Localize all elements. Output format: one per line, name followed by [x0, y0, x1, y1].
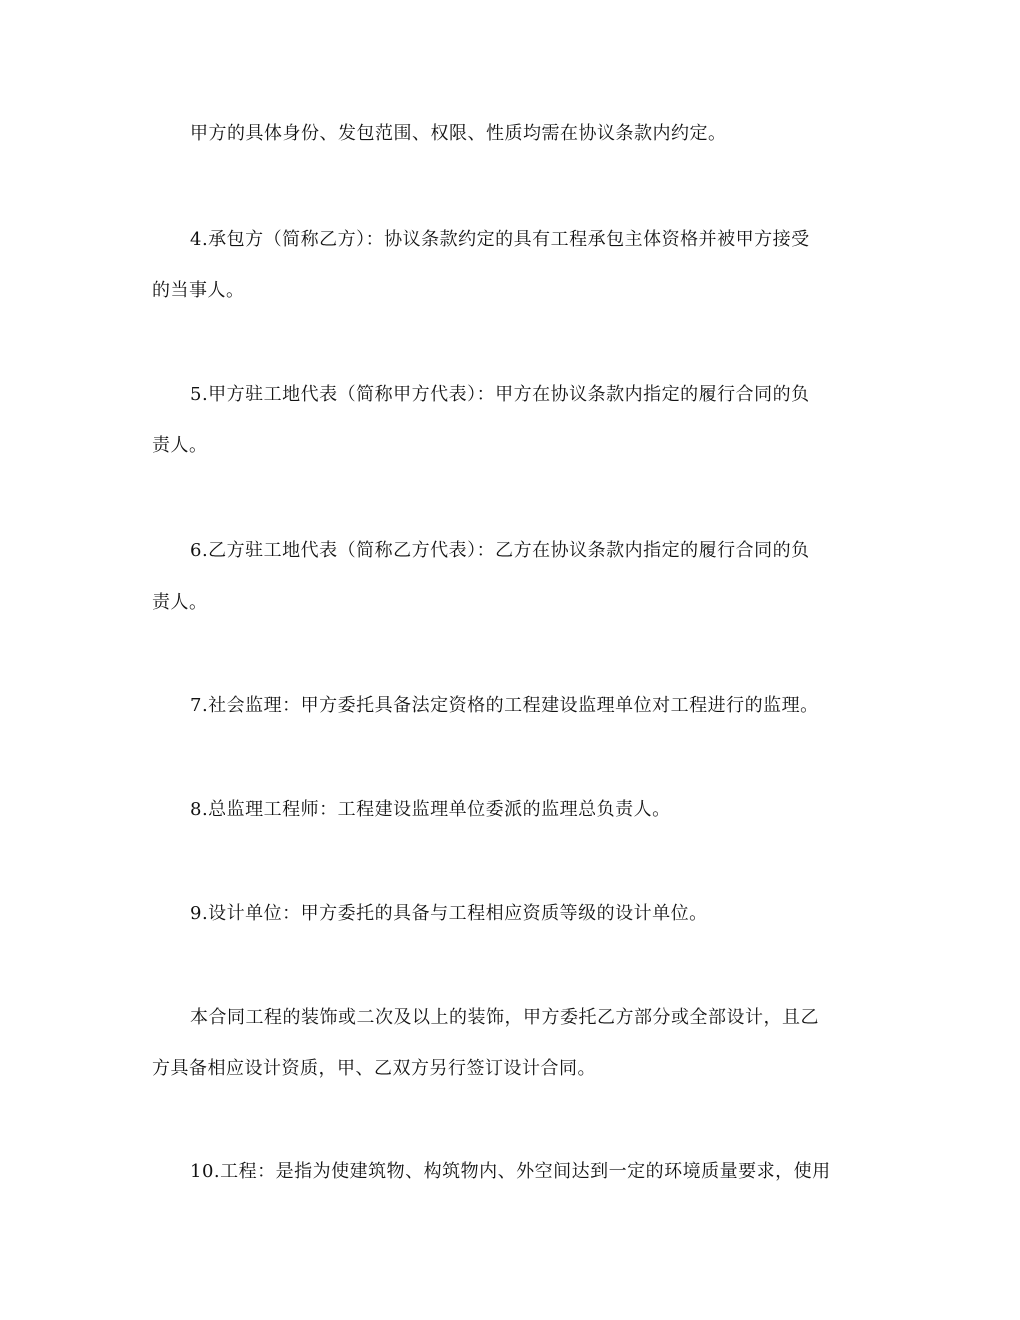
paragraph-line: 10.工程：是指为使建筑物、构筑物内、外空间达到一定的环境质量要求，使用 [190, 1161, 831, 1182]
paragraph-line: 4.承包方（简称乙方）：协议条款约定的具有工程承包主体资格并被甲方接受 [190, 229, 810, 250]
paragraph-line: 本合同工程的装饰或二次及以上的装饰，甲方委托乙方部分或全部设计，且乙 [190, 1007, 819, 1028]
paragraph-line: 责人。 [152, 592, 208, 613]
paragraph-line: 5.甲方驻工地代表（简称甲方代表）：甲方在协议条款内指定的履行合同的负 [190, 384, 810, 405]
paragraph-line: 9.设计单位：甲方委托的具备与工程相应资质等级的设计单位。 [190, 903, 708, 924]
paragraph-line: 甲方的具体身份、发包范围、权限、性质均需在协议条款内约定。 [190, 123, 727, 144]
paragraph-line: 的当事人。 [152, 280, 245, 301]
paragraph-line: 8.总监理工程师：工程建设监理单位委派的监理总负责人。 [190, 799, 671, 820]
paragraph-line: 责人。 [152, 435, 208, 456]
paragraph-line: 6.乙方驻工地代表（简称乙方代表）：乙方在协议条款内指定的履行合同的负 [190, 540, 810, 561]
paragraph-line: 7.社会监理：甲方委托具备法定资格的工程建设监理单位对工程进行的监理。 [190, 695, 819, 716]
paragraph-line: 方具备相应设计资质，甲、乙双方另行签订设计合同。 [152, 1058, 596, 1079]
